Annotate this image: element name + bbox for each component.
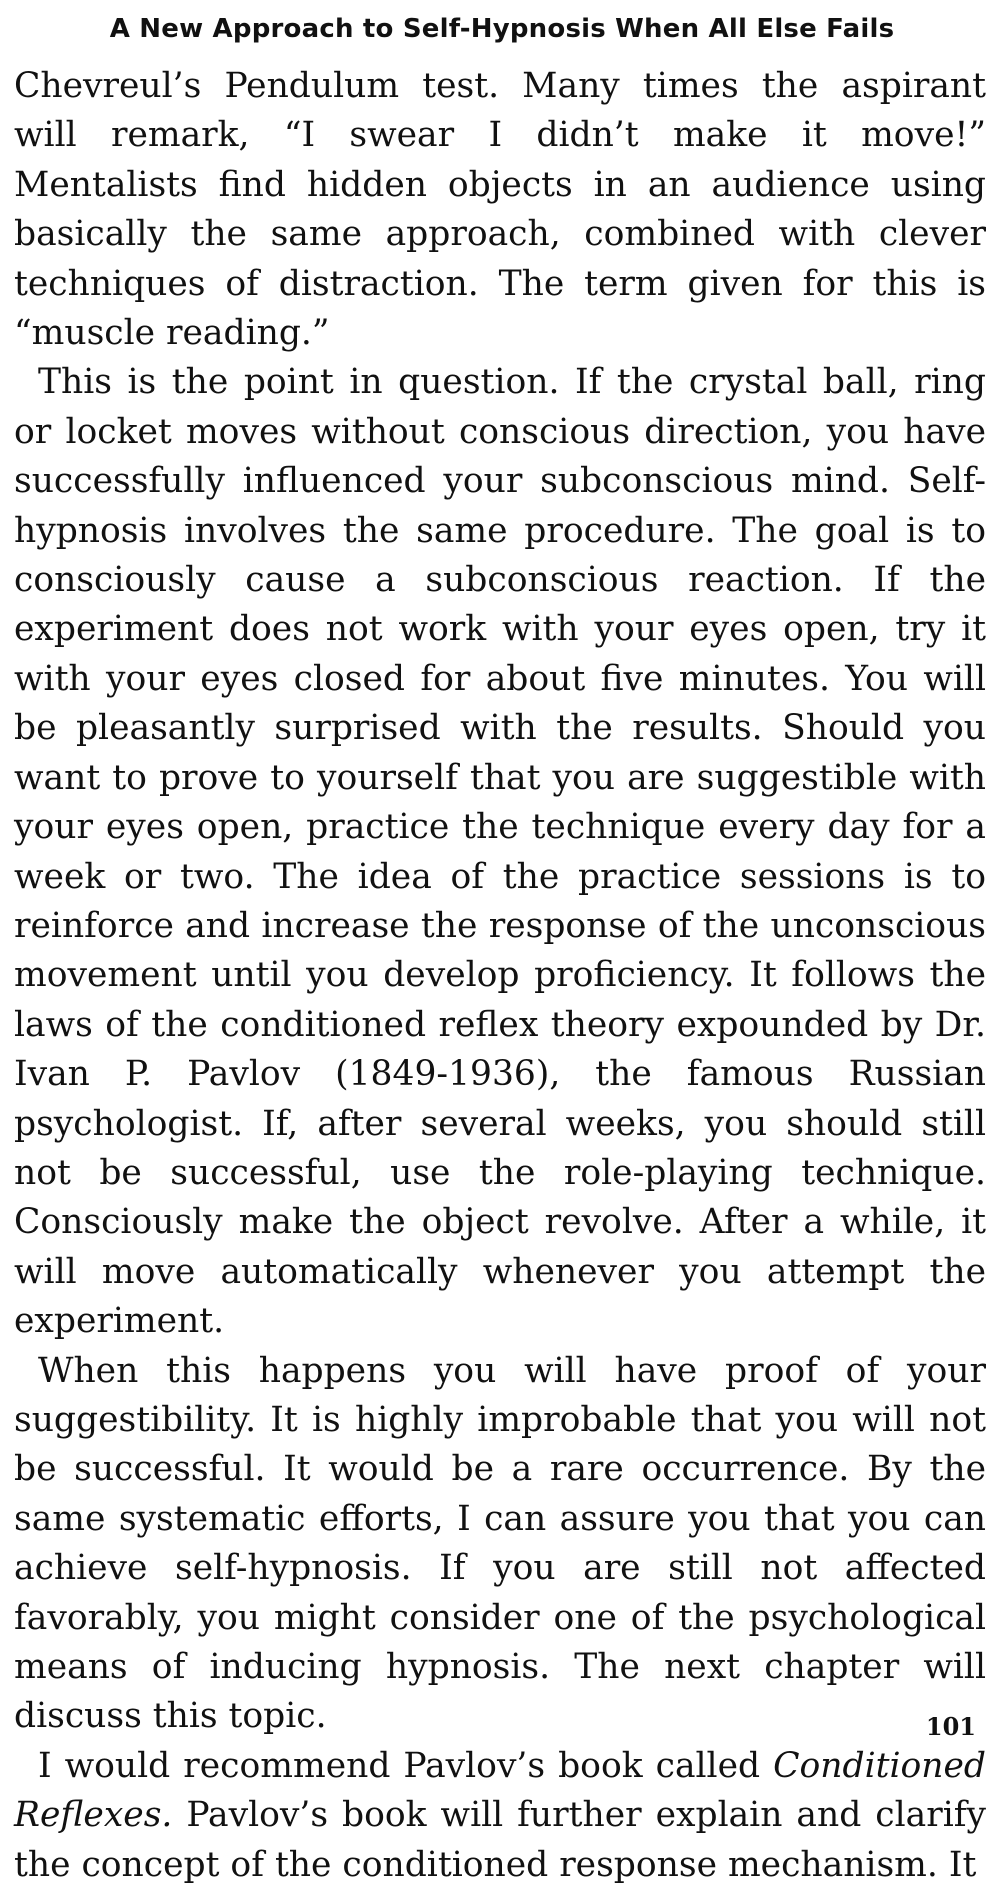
book-title-italic: Conditioned Reflexes. [14,1745,986,1836]
page-number: 101 [925,1712,976,1741]
paragraph-4-lead: I would recommend Pavlov’s book called [38,1745,774,1786]
paragraph-3: When this happens you will have proof of your suggestibility. It is highly improbable that you will not be successful. It would be a rare occurrence. By the same systematic efforts, I can assure you that you can achieve self-hypnosis. If you are still not affected favorably, you might consider one of the psychological means of inducing hypnosis. The next chapter will discuss this topic. [14,1350,986,1737]
paragraph-2: This is the point in question. If the crystal ball, ring or locket moves without conscious direction, you have successfully influenced your subconscious mind. Self-hypnosis involves the same procedure. The goal is to consciously cause a subconscious reaction. If the experiment does not work with your eyes open, try it with your eyes closed for about five minutes. You will be pleasantly surprised with the results. Should you want to prove to yourself that you are suggestible with your eyes open, practice the technique every day for a week or two. The idea of the practice sessions is to reinforce and increase the response of the unconscious movement until you develop proficiency. It follows the laws of the conditioned reflex theory expounded by Dr. Ivan P. Pavlov (1849-1936), the famous Russian psychologist. If, after several weeks, you should still not be successful, use the role-playing technique. Consciously make the object revolve. After a while, it will move automatically whenever you attempt the experiment. [14,362,986,1342]
paragraph-1: Chevreul’s Pendulum test. Many times the aspirant will remark, “I swear I didn’t make it move!” Mentalists find hidden objects in an audience using basically the same approach, combined with clever techniques of distraction. The term given for this is “muscle reading.” [14,66,986,354]
running-head-title: A New Approach to Self-Hypnosis When All Else Fails [109,14,895,44]
paragraph-4 [14,1742,986,1890]
body-text [14,62,986,1890]
paragraph-4-tail: Pavlov’s book will further explain and clarify the concept of the conditioned response mechanism. It [14,1795,986,1885]
